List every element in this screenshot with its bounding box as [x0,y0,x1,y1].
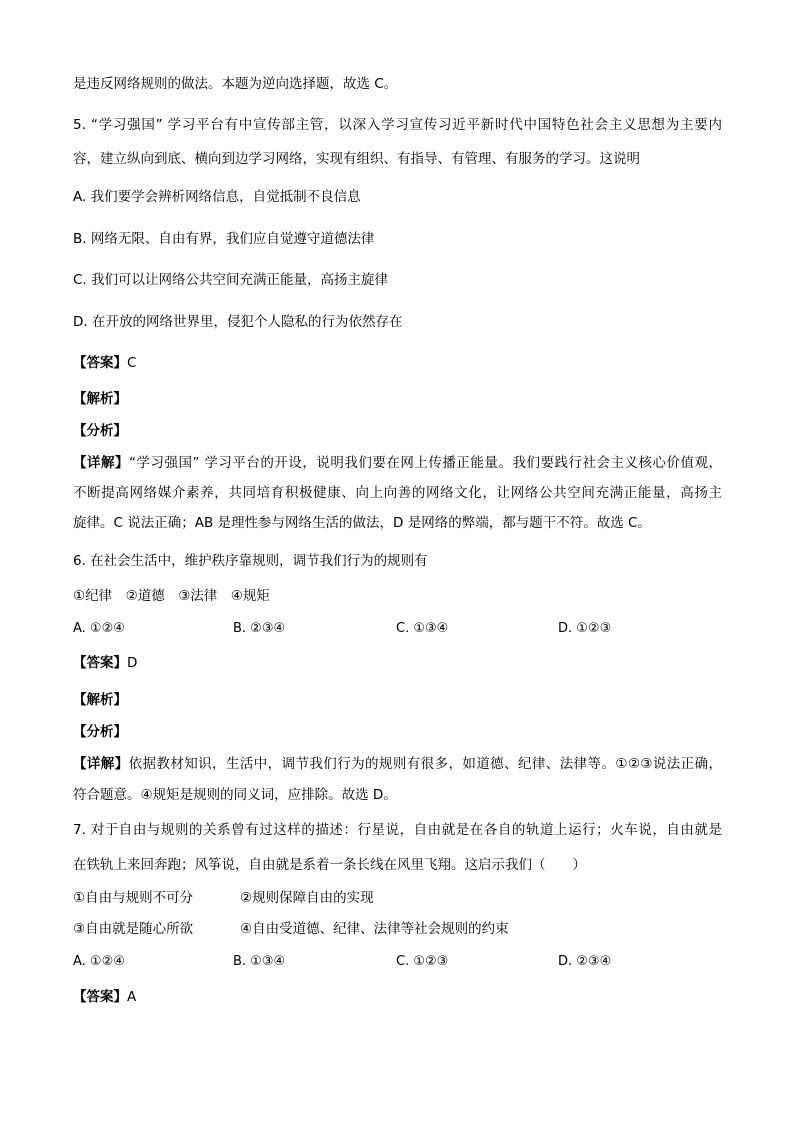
q5-option-c: C. 我们可以让网络公共空间充满正能量，高扬主旋律 [73,272,389,288]
detail-tag: 【详解】 [73,756,129,772]
q5-option-d: D. 在开放的网络世界里，侵犯个人隐私的行为依然存在 [73,314,403,330]
q4-conclusion: 是违反网络规则的做法。本题为逆向选择题，故选 C。 [73,76,398,92]
q5-detail-line1 [73,453,722,473]
q6-analysis-tag: 【解析】 [73,692,127,708]
q7-option-b: B. ①③④ [233,954,286,969]
answer-tag: 【答案】 [73,355,127,371]
q6-detail-line2: 符合题意。④规矩是规则的同义词，应排除。故选 D。 [73,787,397,803]
q5-analysis-tag: 【解析】 [73,391,127,407]
q7-option-c: C. ①②③ [396,954,449,969]
q6-stem: 6. 在社会生活中，维护秩序靠规则，调节我们行为的规则有 [73,553,428,569]
q6-option-b: B. ②③④ [233,621,286,636]
q7-answer [73,987,722,1007]
answer-value: A [127,989,137,1005]
q6-fenxi-tag: 【分析】 [73,724,127,740]
q6-option-d: D. ①②③ [558,621,612,636]
q5-option-a: A. 我们要学会辨析网络信息，自觉抵制不良信息 [73,189,361,205]
q6-option-a: A. ①②④ [73,621,125,636]
q7-item-2: ②规则保障自由的实现 [240,890,374,906]
detail-text: 依据教材知识，生活中，调节我们行为的规则有很多，如道德、纪律、法律等。①②③说法正确， [128,756,722,772]
q7-stem-line1: 7. 对于自由与规则的关系曾有过这样的描述：行星说，自由就是在各自的轨道上运行；火车说，自由就是 [73,822,722,838]
q5-answer [73,353,722,373]
q5-stem-line1: 5. “学习强国” 学习平台有中宣传部主管，以深入学习宣传习近平新时代中国特色社会主义思想为主要内 [73,117,722,133]
q5-detail-line3: 旋律。C 说法正确；AB 是理性参与网络生活的做法，D 是网络的弊端，都与题干不符。故选 C。 [73,515,651,531]
q7-option-a: A. ①②④ [73,954,125,969]
answer-tag: 【答案】 [73,989,127,1005]
answer-tag: 【答案】 [73,655,127,671]
q7-item-1: ①自由与规则不可分 [73,890,194,906]
detail-text: “学习强国” 学习平台的开设，说明我们要在网上传播正能量。我们要践行社会主义核心价值观， [129,455,723,471]
q6-answer [73,653,722,673]
answer-value: C [127,355,137,371]
q7-stem-line2: 在铁轨上来回奔跑；风筝说，自由就是系着一条长线在风里飞翔。这启示我们（ ） [73,857,586,873]
q6-option-c: C. ①③④ [396,621,449,636]
q5-detail-line2: 不断提高网络媒介素养，共同培育积极健康、向上向善的网络文化，让网络公共空间充满正能量，高扬主 [73,485,722,501]
q7-option-d: D. ②③④ [558,954,612,969]
q6-items: ①纪律 ②道德 ③法律 ④规矩 [73,588,270,604]
q7-item-4: ④自由受道德、纪律、法律等社会规则的约束 [240,921,509,937]
q5-stem-line2: 容，建立纵向到底、横向到边学习网络，实现有组织、有指导、有管理、有服务的学习。这说明 [73,151,640,167]
q5-fenxi-tag: 【分析】 [73,423,127,439]
detail-tag: 【详解】 [73,455,130,471]
answer-value: D [127,655,138,671]
q7-item-3: ③自由就是随心所欲 [73,921,194,937]
q6-detail-line1 [73,754,722,774]
q5-option-b: B. 网络无限、自由有界，我们应自觉遵守道德法律 [73,231,375,247]
